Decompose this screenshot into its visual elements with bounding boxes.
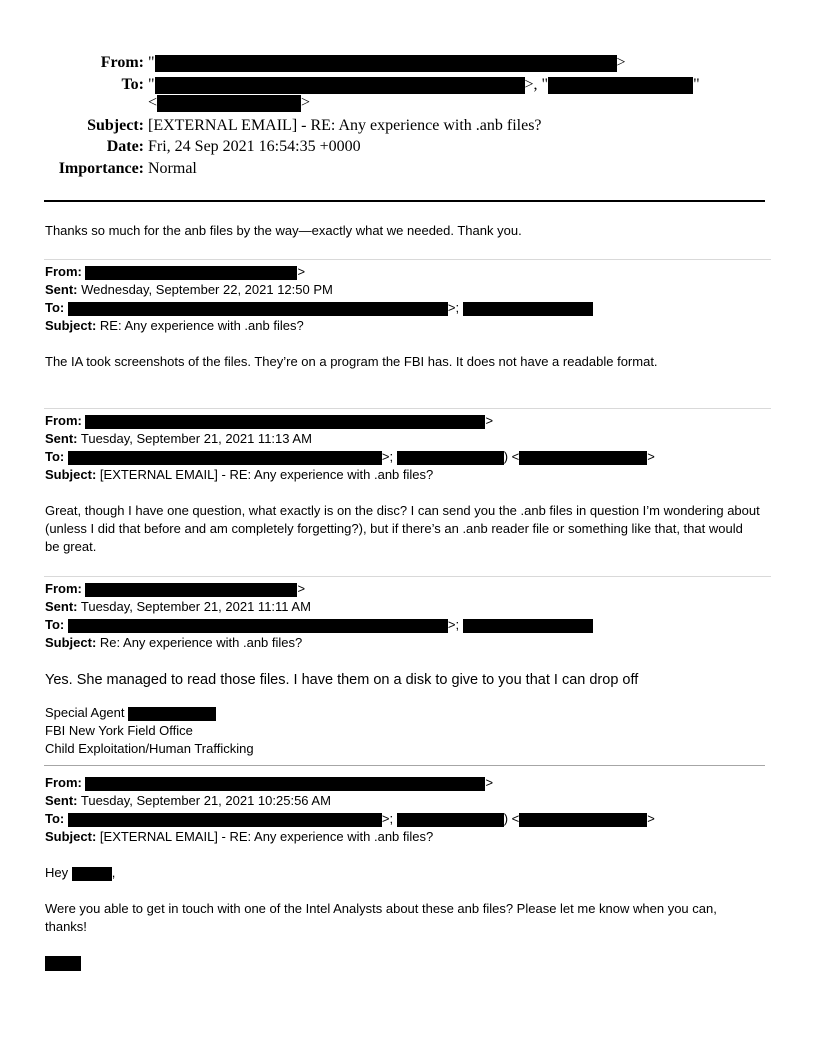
signature-title: Special Agent bbox=[45, 704, 216, 721]
msg2-sent: Sent: Tuesday, September 21, 2021 11:13 AM bbox=[45, 431, 312, 446]
importance-value: Normal bbox=[148, 160, 197, 177]
message-divider bbox=[44, 765, 765, 766]
msg4-body: Were you able to get in touch with one of the Intel Analysts about these anb files? Please let me know when you can, thanks! bbox=[45, 901, 717, 934]
header-subject-row bbox=[0, 115, 816, 137]
msg2-subject: Subject: [EXTERNAL EMAIL] - RE: Any experience with .anb files? bbox=[45, 467, 434, 482]
redaction-block bbox=[68, 619, 448, 633]
redaction-block bbox=[519, 451, 647, 465]
msg1-from: From: > bbox=[45, 264, 306, 279]
redaction-block bbox=[85, 266, 297, 280]
msg3-subject: Subject: Re: Any experience with .anb files? bbox=[45, 635, 303, 650]
message-divider bbox=[44, 576, 771, 577]
msg3-to: To: >; bbox=[45, 616, 593, 633]
redaction-block bbox=[72, 867, 112, 881]
to-label: To: bbox=[121, 76, 144, 93]
redaction-block bbox=[68, 451, 382, 465]
subject-label: Subject: bbox=[87, 117, 144, 134]
redaction-block bbox=[85, 777, 485, 791]
redaction-block bbox=[397, 813, 504, 827]
msg4-from: From: > bbox=[45, 775, 494, 790]
header-date-row bbox=[0, 136, 816, 158]
redaction-block bbox=[463, 619, 593, 633]
msg1-body: The IA took screenshots of the files. They’re on a program the FBI has. It does not have a readable format. bbox=[45, 354, 658, 369]
header-divider bbox=[44, 200, 765, 202]
body-intro: Thanks so much for the anb files by the way—exactly what we needed. Thank you. bbox=[45, 223, 522, 238]
msg2-to: To: >; ) < > bbox=[45, 449, 655, 464]
header-to-row-2 bbox=[0, 92, 816, 114]
signature-office: FBI New York Field Office bbox=[45, 723, 193, 738]
msg4-to: To: >; ) < > bbox=[45, 811, 655, 826]
signature-unit: Child Exploitation/Human Trafficking bbox=[45, 741, 254, 756]
redaction-block bbox=[463, 302, 593, 316]
msg1-subject: Subject: RE: Any experience with .anb files? bbox=[45, 318, 304, 333]
msg3-sent: Sent: Tuesday, September 21, 2021 11:11 AM bbox=[45, 599, 311, 614]
message-divider bbox=[44, 259, 771, 260]
msg4-subject: Subject: [EXTERNAL EMAIL] - RE: Any experience with .anb files? bbox=[45, 829, 434, 844]
msg3-from: From: > bbox=[45, 581, 306, 596]
subject-value: [EXTERNAL EMAIL] - RE: Any experience with .anb files? bbox=[148, 117, 542, 134]
redaction-block bbox=[45, 956, 81, 971]
from-label: From: bbox=[100, 54, 144, 71]
date-value: Fri, 24 Sep 2021 16:54:35 +0000 bbox=[148, 138, 361, 155]
msg3-body: Yes. She managed to read those files. I have them on a disk to give to you that I can drop off bbox=[45, 672, 639, 688]
to-value-continued: < > bbox=[148, 94, 311, 111]
redaction-block bbox=[68, 813, 382, 827]
redaction-block bbox=[128, 707, 216, 721]
date-label: Date: bbox=[106, 138, 144, 155]
header-importance-row bbox=[0, 158, 816, 180]
msg4-sent: Sent: Tuesday, September 21, 2021 10:25:56 AM bbox=[45, 793, 331, 808]
msg2-body: Great, though I have one question, what exactly is on the disc? I can send you the .anb files in question I’m wondering about (unless I did that before and am completely forgetting?), but if there’s an .anb reader file or something like that, that would be great. bbox=[45, 503, 760, 554]
from-value: " > bbox=[148, 54, 626, 71]
redaction-block bbox=[397, 451, 504, 465]
redaction-block bbox=[519, 813, 647, 827]
msg1-sent: Sent: Wednesday, September 22, 2021 12:50 PM bbox=[45, 282, 333, 297]
redaction-block bbox=[85, 583, 297, 597]
msg2-from: From: > bbox=[45, 413, 494, 428]
message-divider bbox=[44, 408, 771, 409]
msg1-to: To: >; bbox=[45, 299, 593, 316]
redaction-block bbox=[157, 95, 301, 112]
redaction-block bbox=[68, 302, 448, 316]
msg4-greeting: Hey , bbox=[45, 865, 116, 880]
importance-label: Importance: bbox=[58, 160, 144, 177]
redaction-block bbox=[155, 55, 617, 72]
redaction-block bbox=[85, 415, 485, 429]
to-value: " >, " " bbox=[148, 76, 700, 93]
header-from-row bbox=[0, 52, 816, 74]
